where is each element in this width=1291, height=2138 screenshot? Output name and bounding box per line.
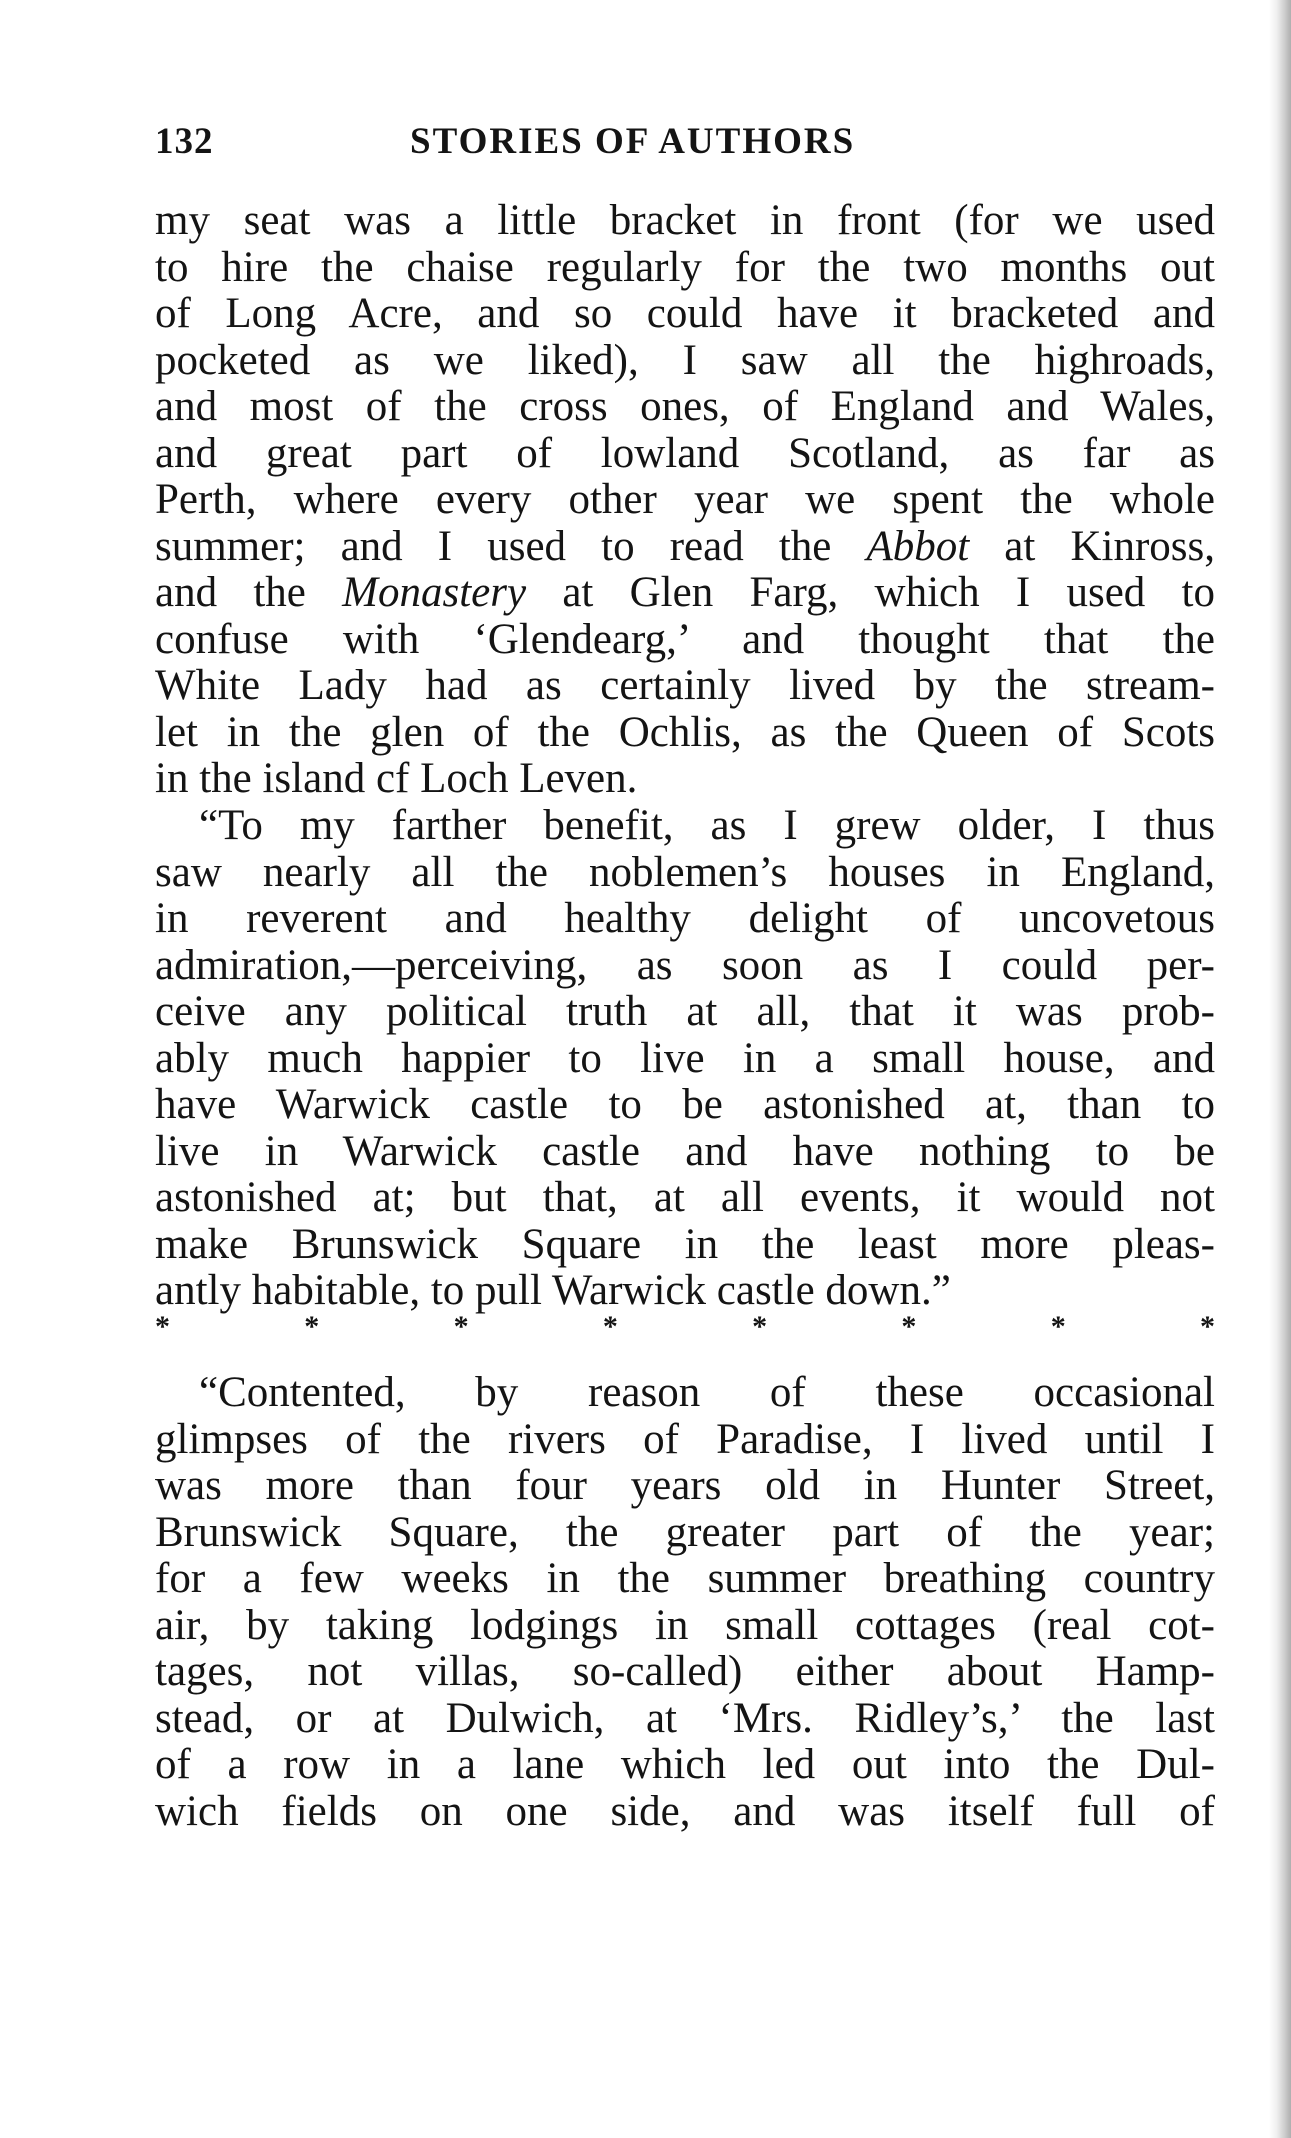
text-line: air, by taking lodgings in small cottages (real cot- — [155, 1601, 1215, 1649]
text-line: of a row in a lane which led out into the Dul- — [155, 1741, 1215, 1788]
text-line: tages, not villas, so-called) either about Hamp- — [155, 1648, 1215, 1695]
text-fragment: and the — [155, 569, 343, 616]
text-line: in the island cf Loch Leven. — [155, 755, 638, 802]
running-header — [155, 120, 1215, 180]
text-fragment: at Kinross, — [969, 522, 1215, 570]
text-line: to hire the chaise regularly for the two months out — [155, 243, 1215, 291]
separator-star: * — [752, 1310, 768, 1343]
text-line: glimpses of the rivers of Paradise, I lived until I — [155, 1415, 1215, 1463]
text-line: astonished at; but that, at all events, it would not — [155, 1174, 1215, 1221]
text-line: and great part of lowland Scotland, as far as — [155, 429, 1215, 477]
separator-star: * — [1050, 1310, 1066, 1343]
separator-star: * — [602, 1310, 618, 1343]
book-title-abbot: Abbot — [866, 522, 970, 570]
text-line: confuse with ‘Glendearg,’ and thought that the — [155, 615, 1215, 663]
text-line: antly habitable, to pull Warwick castle down.” — [155, 1267, 951, 1314]
text-line: Brunswick Square, the greater part of the year; — [155, 1508, 1215, 1556]
text-line: White Lady had as certainly lived by the stream- — [155, 662, 1215, 709]
book-title-monastery: Monastery — [342, 569, 527, 616]
separator-star: * — [901, 1310, 917, 1343]
text-line: stead, or at Dulwich, at ‘Mrs. Ridley’s,’ the last — [155, 1694, 1215, 1742]
text-line — [155, 570, 1215, 617]
page-number: 132 — [155, 121, 214, 162]
separator-star: * — [304, 1310, 320, 1343]
text-line: admiration,—perceiving, as soon as I could per- — [155, 941, 1215, 989]
text-line: saw nearly all the noblemen’s houses in England, — [155, 848, 1215, 896]
text-line: live in Warwick castle and have nothing to be — [155, 1127, 1215, 1175]
running-title: STORIES OF AUTHORS — [410, 121, 856, 162]
section-separator — [155, 1312, 1215, 1342]
text-line: “To my farther benefit, as I grew older, I thus — [199, 802, 1215, 849]
text-line: make Brunswick Square in the least more pleas- — [155, 1220, 1215, 1268]
text-line: for a few weeks in the summer breathing country — [155, 1555, 1215, 1602]
page-edge-shadow — [1269, 0, 1291, 2138]
paragraph-quote-1 — [155, 803, 1215, 1315]
text-line: Perth, where every other year we spent the whole — [155, 476, 1215, 523]
text-line: of Long Acre, and so could have it bracketed and — [155, 290, 1215, 337]
separator-star: * — [155, 1310, 170, 1343]
paragraph-continuation — [155, 198, 1215, 803]
text-line — [155, 524, 1215, 571]
text-line: wich fields on one side, and was itself full of — [155, 1787, 1215, 1835]
text-line: in reverent and healthy delight of uncovetous — [155, 895, 1215, 942]
text-line: have Warwick castle to be astonished at, than to — [155, 1081, 1215, 1128]
paragraph-quote-2 — [155, 1370, 1215, 1835]
separator-star: * — [1199, 1310, 1215, 1343]
text-fragment: summer; and I used to read the — [155, 522, 867, 570]
text-line: my seat was a little bracket in front (for we used — [155, 197, 1215, 244]
text-line: and most of the cross ones, of England and Wales, — [155, 383, 1215, 430]
text-line: “Contented, by reason of these occasional — [199, 1369, 1215, 1416]
text-line: ceive any political truth at all, that it was prob- — [155, 988, 1215, 1035]
text-line: ably much happier to live in a small house, and — [155, 1034, 1215, 1082]
text-fragment: at Glen Farg, which I used to — [526, 569, 1215, 616]
text-line: let in the glen of the Ochlis, as the Queen of Scots — [155, 708, 1215, 756]
separator-star: * — [453, 1310, 469, 1343]
text-line: was more than four years old in Hunter Street, — [155, 1462, 1215, 1509]
text-line: pocketed as we liked), I saw all the highroads, — [155, 336, 1215, 384]
